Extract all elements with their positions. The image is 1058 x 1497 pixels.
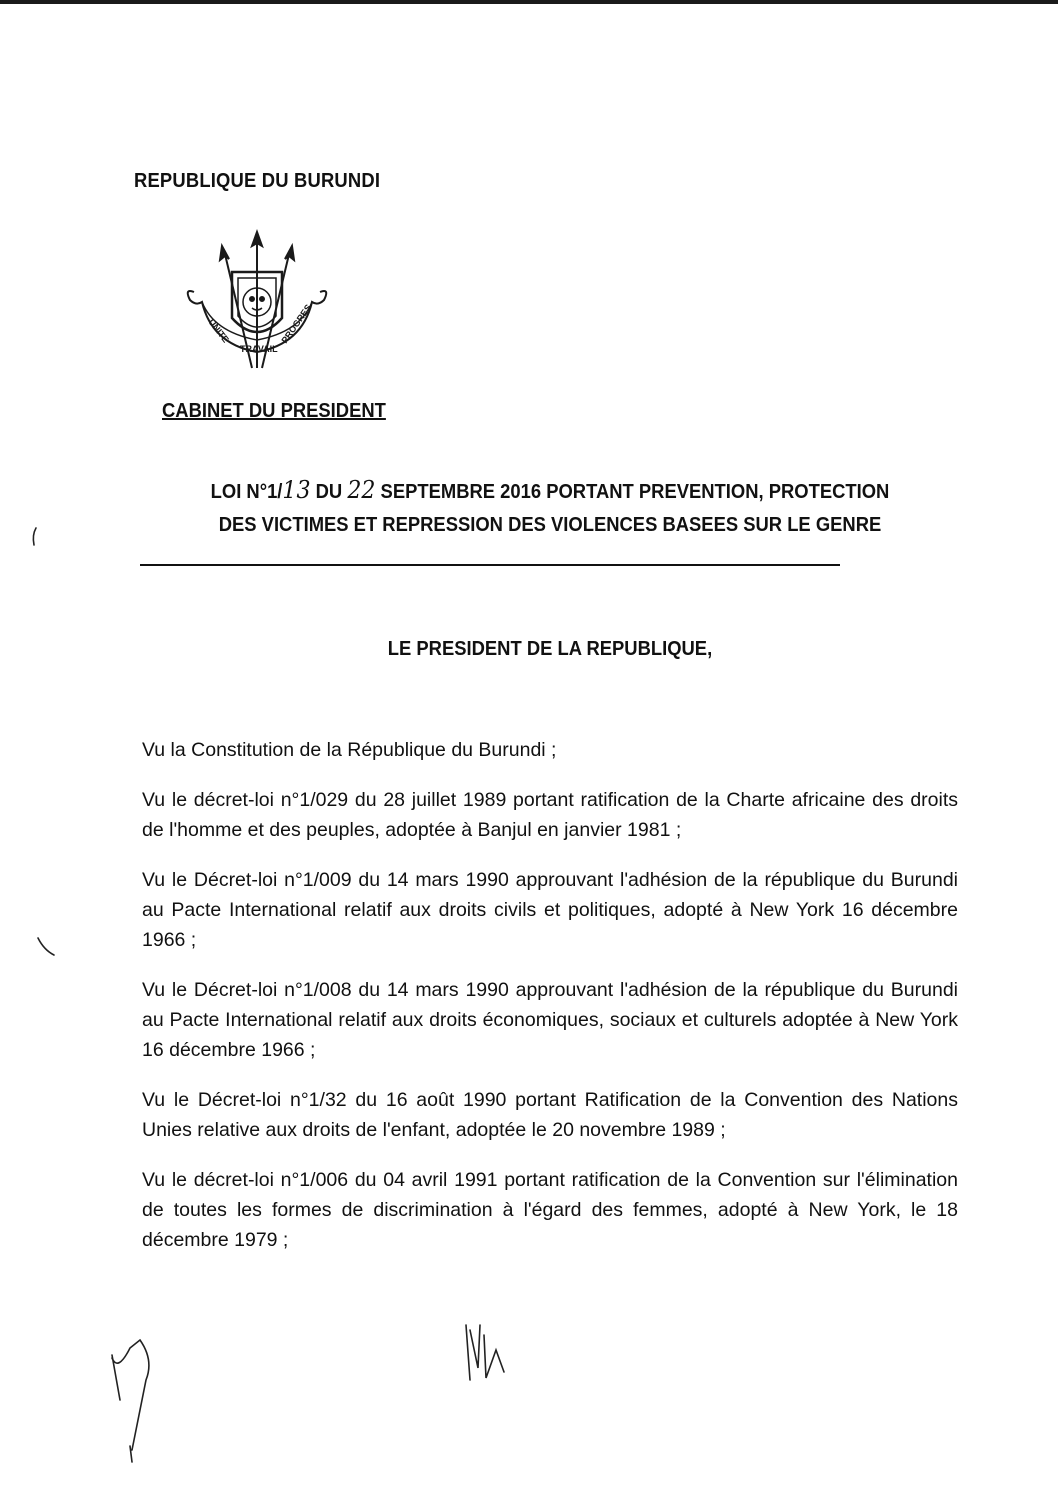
visa-item: Vu le Décret-loi n°1/009 du 14 mars 1990 approuvant l'adhésion de la république du Burundi au Pacte International relatif aux droits civils et politiques, adopté à New York 16 décembre 1966 ; — [142, 869, 958, 951]
law-day-handwritten: 22 — [347, 476, 376, 504]
cabinet-title: CABINET DU PRESIDENT — [162, 400, 386, 422]
initials-right-mark — [466, 1325, 504, 1380]
visa-item: Vu le décret-loi n°1/006 du 04 avril 1991 portant ratification de la Convention sur l'élimination de toutes les formes de discrimination à l'égard des femmes, adopté à New York, le 18 décembre 1979 ; — [142, 1169, 958, 1251]
initials-left-mark — [112, 1340, 149, 1462]
title-underline-rule — [140, 564, 840, 566]
law-prefix: LOI N°1/ — [210, 481, 283, 503]
law-title-line-2: DES VICTIMES ET REPRESSION DES VIOLENCES BASEES SUR LE GENRE — [218, 514, 882, 536]
law-title-rest: SEPTEMBRE 2016 PORTANT PREVENTION, PROTECTION — [375, 481, 890, 503]
margin-scribble-icon — [38, 938, 54, 955]
svg-text:UNITE: UNITE — [206, 317, 231, 345]
page-top-border — [0, 0, 1058, 4]
visa-list — [142, 735, 958, 1275]
law-number-handwritten: 13 — [282, 476, 311, 504]
visa-item: Vu le décret-loi n°1/029 du 28 juillet 1989 portant ratification de la Charte africaine des droits de l'homme et des peuples, adoptée à Banjul en janvier 1981 ; — [142, 789, 958, 841]
law-title — [173, 474, 927, 542]
margin-scribble-icon — [33, 528, 36, 545]
president-heading: LE PRESIDENT DE LA REPUBLIQUE, — [387, 638, 713, 660]
law-du: DU — [310, 481, 348, 503]
law-title-line-1 — [173, 474, 927, 509]
burundi-coat-of-arms-icon — [182, 228, 332, 378]
svg-text:TRAVAIL: TRAVAIL — [240, 344, 278, 354]
visa-item: Vu le Décret-loi n°1/32 du 16 août 1990 portant Ratification de la Convention des Nations Unies relative aux droits de l'enfant, adoptée le 20 novembre 1989 ; — [142, 1089, 958, 1141]
svg-text:PROGRES: PROGRES — [279, 302, 314, 346]
visa-item: Vu le Décret-loi n°1/008 du 14 mars 1990 approuvant l'adhésion de la république du Burundi au Pacte International relatif aux droits économiques, sociaux et culturels adoptée à New York 16 décembre 1966 ; — [142, 979, 958, 1061]
visa-item: Vu la Constitution de la République du Burundi ; — [142, 739, 557, 761]
republic-title: REPUBLIQUE DU BURUNDI — [134, 170, 381, 192]
